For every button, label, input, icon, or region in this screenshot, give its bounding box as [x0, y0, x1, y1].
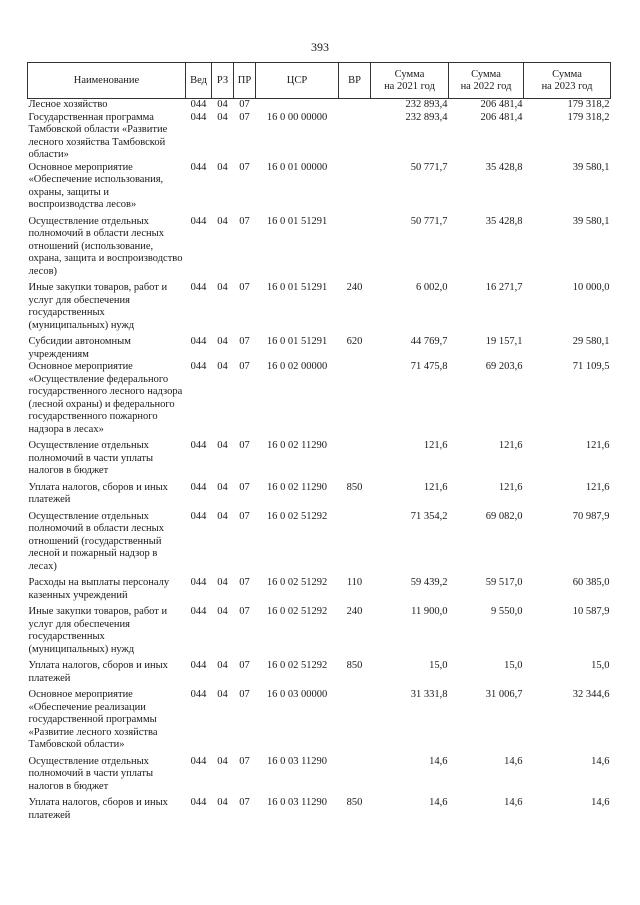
- row-csr: 16 0 01 00000: [266, 161, 328, 173]
- row-sum-2023: 39 580,1: [572, 161, 610, 173]
- row-rz: 04: [217, 161, 228, 173]
- row-csr: 16 0 02 51292: [266, 606, 328, 617]
- row-pr: 07: [239, 577, 250, 588]
- row-pr: 07: [239, 606, 250, 617]
- row-vr: [339, 212, 371, 279]
- row-sum-2021: 71 354,2: [410, 510, 448, 522]
- row-pr: 07: [239, 336, 250, 347]
- row-vr: [339, 436, 371, 478]
- table-row: [28, 478, 611, 507]
- row-ved: 044: [190, 215, 207, 227]
- row-sum-2022: 31 006,7: [485, 689, 523, 700]
- row-csr: 16 0 00 00000: [266, 111, 328, 123]
- row-sum-2023: 121,6: [585, 440, 610, 451]
- row-vr: [339, 507, 371, 574]
- header-sum-2023: Сумма на 2023 год: [524, 63, 611, 99]
- row-pr: 07: [239, 689, 250, 700]
- row-rz: 04: [217, 660, 228, 671]
- row-pr: 07: [239, 282, 250, 293]
- row-sum-2022: 16 271,7: [485, 282, 523, 293]
- row-sum-2021: 232 893,4: [405, 111, 448, 123]
- row-name: Уплата налогов, сборов и иных платежей: [28, 797, 168, 821]
- row-sum-2021: 232 893,4: [405, 99, 448, 110]
- row-sum-2022: 19 157,1: [485, 336, 523, 347]
- row-ved: 044: [190, 361, 207, 372]
- row-name: Субсидии автономным учреждениям: [28, 336, 131, 360]
- row-sum-2023: 179 318,2: [567, 99, 610, 110]
- row-vr: [339, 99, 371, 112]
- row-sum-2022: 35 428,8: [485, 161, 523, 173]
- table-row: [28, 573, 611, 602]
- row-rz: 04: [217, 111, 228, 123]
- row-rz: 04: [217, 689, 228, 700]
- row-sum-2021: 31 331,8: [410, 689, 448, 700]
- budget-table: [27, 62, 611, 822]
- row-name: Государственная программа Тамбовской области «Развитие лесного хозяйства Тамбовской области»: [28, 111, 168, 160]
- row-rz: 04: [217, 510, 228, 522]
- row-csr: 16 0 02 51292: [266, 510, 328, 522]
- row-pr: 07: [239, 481, 250, 493]
- row-sum-2021: 6 002,0: [416, 282, 448, 293]
- row-name: Лесное хозяйство: [28, 99, 108, 110]
- row-pr: 07: [239, 510, 250, 522]
- row-vr: [339, 361, 371, 436]
- header-csr: ЦСР: [256, 63, 339, 99]
- row-csr: 16 0 02 51292: [266, 660, 328, 671]
- row-sum-2022: 14,6: [504, 755, 523, 767]
- row-rz: 04: [217, 797, 228, 808]
- row-name: Основное мероприятие «Обеспечение использования, охраны, защиты и воспроизводства лесов»: [28, 161, 164, 210]
- row-csr: 16 0 02 00000: [266, 361, 328, 372]
- row-sum-2022: 9 550,0: [491, 606, 523, 617]
- row-name: Осуществление отдельных полномочий в области лесных отношений (государственный лесной и пожарный надзор в лесах): [28, 510, 164, 572]
- row-vr: 240: [346, 606, 363, 617]
- row-sum-2022: 206 481,4: [480, 99, 523, 110]
- table-row: [28, 656, 611, 685]
- table-row: [28, 361, 611, 436]
- table-row: [28, 752, 611, 794]
- table-row: [28, 685, 611, 752]
- row-sum-2021: 44 769,7: [410, 336, 448, 347]
- row-sum-2021: 50 771,7: [410, 161, 448, 173]
- row-csr: 16 0 01 51291: [266, 336, 328, 347]
- row-pr: 07: [239, 361, 250, 372]
- row-name: Основное мероприятие «Обеспечение реализации государственной программы «Развитие лесного хозяйства Тамбовской области»: [28, 689, 158, 750]
- row-pr: 07: [239, 755, 250, 767]
- table-row: [28, 112, 611, 162]
- row-sum-2022: 35 428,8: [485, 215, 523, 227]
- row-name: Осуществление отдельных полномочий в части уплаты налогов в бюджет: [28, 440, 154, 476]
- row-rz: 04: [217, 440, 228, 451]
- table-header: [28, 63, 611, 99]
- row-ved: 044: [190, 99, 207, 110]
- row-name: Основное мероприятие «Осуществление федерального государственного лесного надзора (лесной охраны) и федерального государственного пожарного надзора в лесах»: [28, 361, 183, 435]
- row-sum-2023: 70 987,9: [572, 510, 610, 522]
- row-vr: 240: [346, 282, 363, 293]
- row-pr: 07: [239, 161, 250, 173]
- row-vr: 620: [346, 336, 363, 347]
- row-sum-2023: 10 000,0: [572, 282, 610, 293]
- row-vr: 850: [346, 481, 363, 493]
- row-name: Расходы на выплаты персоналу казенных учреждений: [28, 577, 170, 601]
- table-row: [28, 278, 611, 332]
- row-ved: 044: [190, 577, 207, 588]
- row-sum-2023: 15,0: [591, 660, 610, 671]
- row-sum-2021: 11 900,0: [411, 606, 448, 617]
- table-row: [28, 507, 611, 574]
- row-vr: [339, 752, 371, 794]
- row-vr: [339, 685, 371, 752]
- row-vr: 110: [346, 577, 363, 588]
- row-sum-2022: 121,6: [498, 481, 523, 493]
- row-sum-2023: 60 385,0: [572, 577, 610, 588]
- header-pr: ПР: [234, 63, 256, 99]
- row-sum-2023: 179 318,2: [567, 111, 610, 123]
- row-sum-2022: 206 481,4: [480, 111, 523, 123]
- row-sum-2023: 29 580,1: [572, 336, 610, 347]
- row-name: Уплата налогов, сборов и иных платежей: [28, 660, 168, 684]
- page-number: 393: [311, 40, 329, 54]
- row-sum-2022: 15,0: [504, 660, 523, 671]
- row-name: Осуществление отдельных полномочий в области лесных отношений (использование, охрана, защита и воспроизводство лесов): [28, 215, 183, 277]
- row-sum-2021: 121,6: [423, 481, 448, 493]
- row-sum-2023: 39 580,1: [572, 215, 610, 227]
- row-rz: 04: [217, 336, 228, 347]
- row-pr: 07: [239, 440, 250, 451]
- row-sum-2021: 14,6: [429, 755, 448, 767]
- table-row: [28, 212, 611, 279]
- row-csr: 16 0 01 51291: [266, 215, 328, 227]
- row-csr: 16 0 02 11290: [267, 440, 327, 451]
- row-name: Уплата налогов, сборов и иных платежей: [28, 481, 168, 505]
- row-ved: 044: [190, 111, 207, 123]
- row-csr: 16 0 03 00000: [266, 689, 328, 700]
- row-pr: 07: [239, 215, 250, 227]
- row-sum-2022: 59 517,0: [485, 577, 523, 588]
- row-rz: 04: [217, 577, 228, 588]
- row-ved: 044: [190, 510, 207, 522]
- row-ved: 044: [190, 481, 207, 493]
- table-row: [28, 162, 611, 212]
- row-sum-2021: 50 771,7: [410, 215, 448, 227]
- row-rz: 04: [217, 215, 228, 227]
- row-ved: 044: [190, 336, 207, 347]
- header-vr: ВР: [339, 63, 371, 99]
- table-row: [28, 99, 611, 112]
- table-row: [28, 436, 611, 478]
- row-csr: 16 0 03 11290: [267, 797, 327, 808]
- row-pr: 07: [239, 111, 250, 123]
- row-ved: 044: [190, 161, 207, 173]
- row-ved: 044: [190, 660, 207, 671]
- row-sum-2023: 71 109,5: [572, 361, 610, 372]
- row-sum-2023: 32 344,6: [572, 689, 610, 700]
- row-csr: 16 0 03 11290: [267, 755, 327, 767]
- row-sum-2021: 71 475,8: [410, 361, 448, 372]
- row-rz: 04: [217, 282, 228, 293]
- row-pr: 07: [239, 797, 250, 808]
- row-ved: 044: [190, 282, 207, 293]
- table-body: [28, 99, 611, 823]
- row-rz: 04: [217, 755, 228, 767]
- header-sum-2022: Сумма на 2022 год: [449, 63, 524, 99]
- row-sum-2021: 121,6: [423, 440, 448, 451]
- row-sum-2021: 59 439,2: [410, 577, 448, 588]
- row-ved: 044: [190, 755, 207, 767]
- row-ved: 044: [190, 797, 207, 808]
- row-rz: 04: [217, 481, 228, 493]
- row-vr: [339, 162, 371, 212]
- row-sum-2022: 121,6: [498, 440, 523, 451]
- table-row: [28, 602, 611, 656]
- table-row: [28, 332, 611, 361]
- row-sum-2023: 121,6: [585, 481, 610, 493]
- header-sum-2021: Сумма на 2021 год: [371, 63, 449, 99]
- row-csr: 16 0 02 11290: [267, 481, 327, 493]
- row-sum-2022: 69 203,6: [485, 361, 523, 372]
- row-sum-2023: 10 587,9: [572, 606, 610, 617]
- row-ved: 044: [190, 689, 207, 700]
- row-csr: 16 0 01 51291: [266, 282, 328, 293]
- header-ved: Вед: [186, 63, 212, 99]
- header-name: Наименование: [28, 63, 186, 99]
- row-sum-2022: 14,6: [504, 797, 523, 808]
- row-sum-2021: 14,6: [429, 797, 448, 808]
- row-vr: 850: [346, 797, 363, 808]
- table-row: [28, 793, 611, 822]
- row-csr: 16 0 02 51292: [266, 577, 328, 588]
- row-sum-2023: 14,6: [591, 797, 610, 808]
- row-rz: 04: [217, 606, 228, 617]
- header-rz: РЗ: [212, 63, 234, 99]
- row-rz: 04: [217, 99, 228, 110]
- row-pr: 07: [239, 99, 250, 110]
- row-csr: [256, 99, 339, 112]
- row-rz: 04: [217, 361, 228, 372]
- row-sum-2022: 69 082,0: [485, 510, 523, 522]
- row-name: Иные закупки товаров, работ и услуг для обеспечения государственных (муниципальных) нужд: [28, 606, 168, 655]
- row-name: Иные закупки товаров, работ и услуг для обеспечения государственных (муниципальных) нужд: [28, 282, 168, 331]
- row-sum-2023: 14,6: [591, 755, 610, 767]
- row-ved: 044: [190, 606, 207, 617]
- row-vr: [339, 112, 371, 162]
- row-vr: 850: [346, 660, 363, 671]
- row-ved: 044: [190, 440, 207, 451]
- row-name: Осуществление отдельных полномочий в части уплаты налогов в бюджет: [28, 755, 154, 792]
- row-sum-2021: 15,0: [429, 660, 448, 671]
- row-pr: 07: [239, 660, 250, 671]
